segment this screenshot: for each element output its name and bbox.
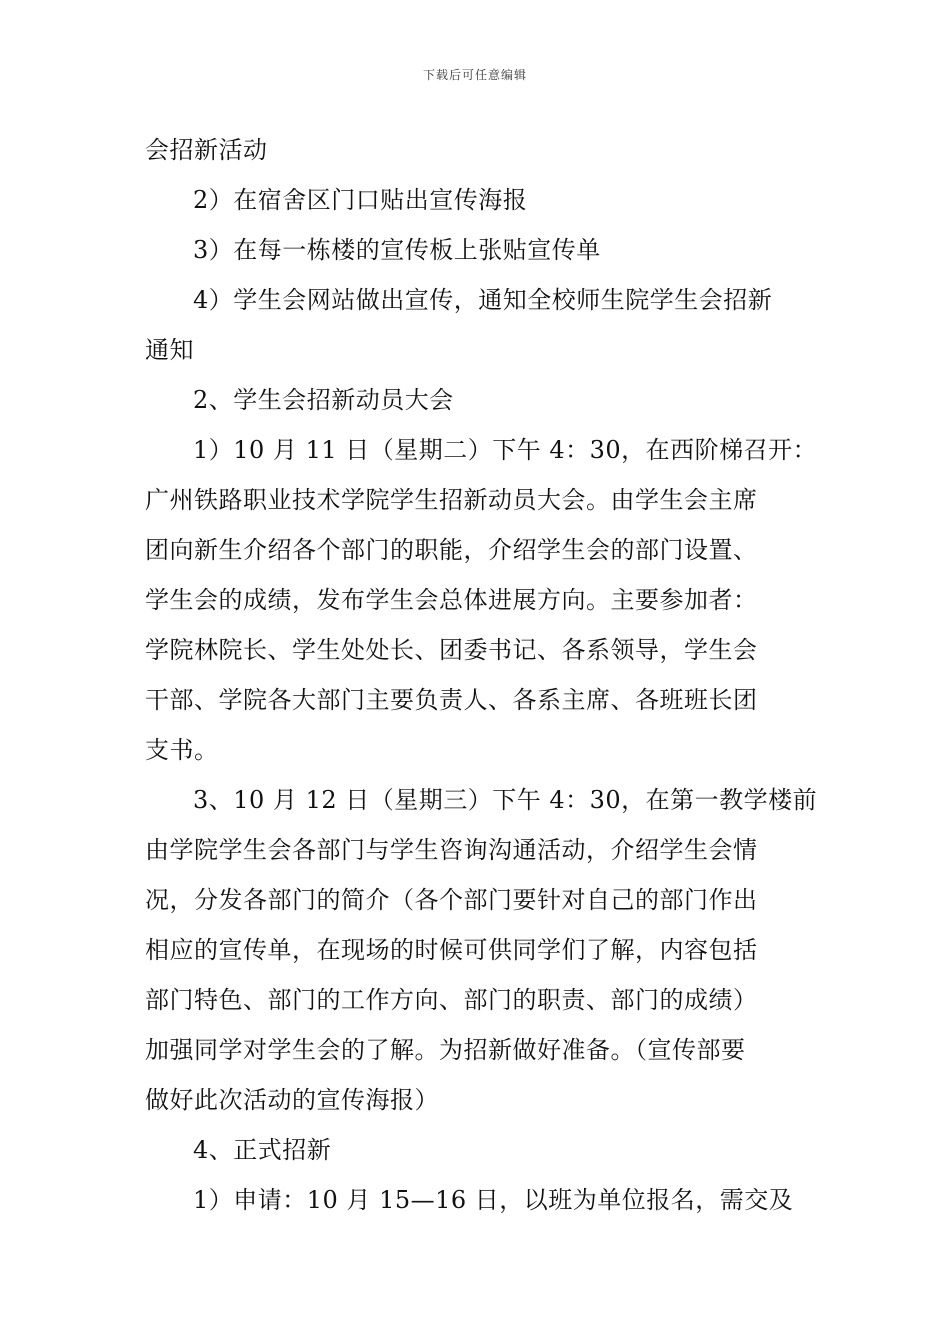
text-line: 学生会的成绩，发布学生会总体进展方向。主要参加者：	[145, 586, 758, 614]
text-line: 团向新生介绍各个部门的职能，介绍学生会的部门设置、	[145, 536, 758, 564]
text-line: 1）10 月 11 日（星期二）下午 4：30，在西阶梯召开：	[193, 436, 818, 464]
text-line: 会招新活动	[145, 136, 268, 164]
section-heading: 3、10 月 12 日（星期三）下午 4：30，在第一教学楼前	[193, 786, 818, 814]
text-line: 做好此次活动的宣传海报）	[145, 1086, 439, 1114]
text-line: 广州铁路职业技术学院学生招新动员大会。由学生会主席	[145, 486, 758, 514]
text-line: 学院林院长、学生处处长、团委书记、各系领导，学生会	[145, 636, 758, 664]
text-line: 相应的宣传单，在现场的时候可供同学们了解，内容包括	[145, 936, 758, 964]
text-line: 通知	[145, 336, 194, 364]
text-line: 1）申请：10 月 15—16 日，以班为单位报名，需交及	[193, 1186, 794, 1214]
section-heading: 4、正式招新	[193, 1136, 332, 1164]
text-line: 加强同学对学生会的了解。为招新做好准备。（宣传部要	[145, 1036, 746, 1064]
text-line: 干部、学院各大部门主要负责人、各系主席、各班班长团	[145, 686, 758, 714]
text-line: 部门特色、部门的工作方向、部门的职责、部门的成绩）	[145, 986, 758, 1014]
document-body	[145, 125, 818, 1225]
text-line: 支书。	[145, 736, 219, 764]
text-line: 况，分发各部门的简介（各个部门要针对自己的部门作出	[145, 886, 758, 914]
section-heading: 2、学生会招新动员大会	[193, 386, 454, 414]
text-line: 2）在宿舍区门口贴出宣传海报	[193, 186, 528, 214]
text-line: 由学院学生会各部门与学生咨询沟通活动，介绍学生会情	[145, 836, 758, 864]
page-header-note: 下载后可任意编辑	[422, 68, 527, 82]
text-line: 3）在每一栋楼的宣传板上张贴宣传单	[193, 236, 601, 264]
text-line: 4）学生会网站做出宣传，通知全校师生院学生会招新	[193, 286, 773, 314]
